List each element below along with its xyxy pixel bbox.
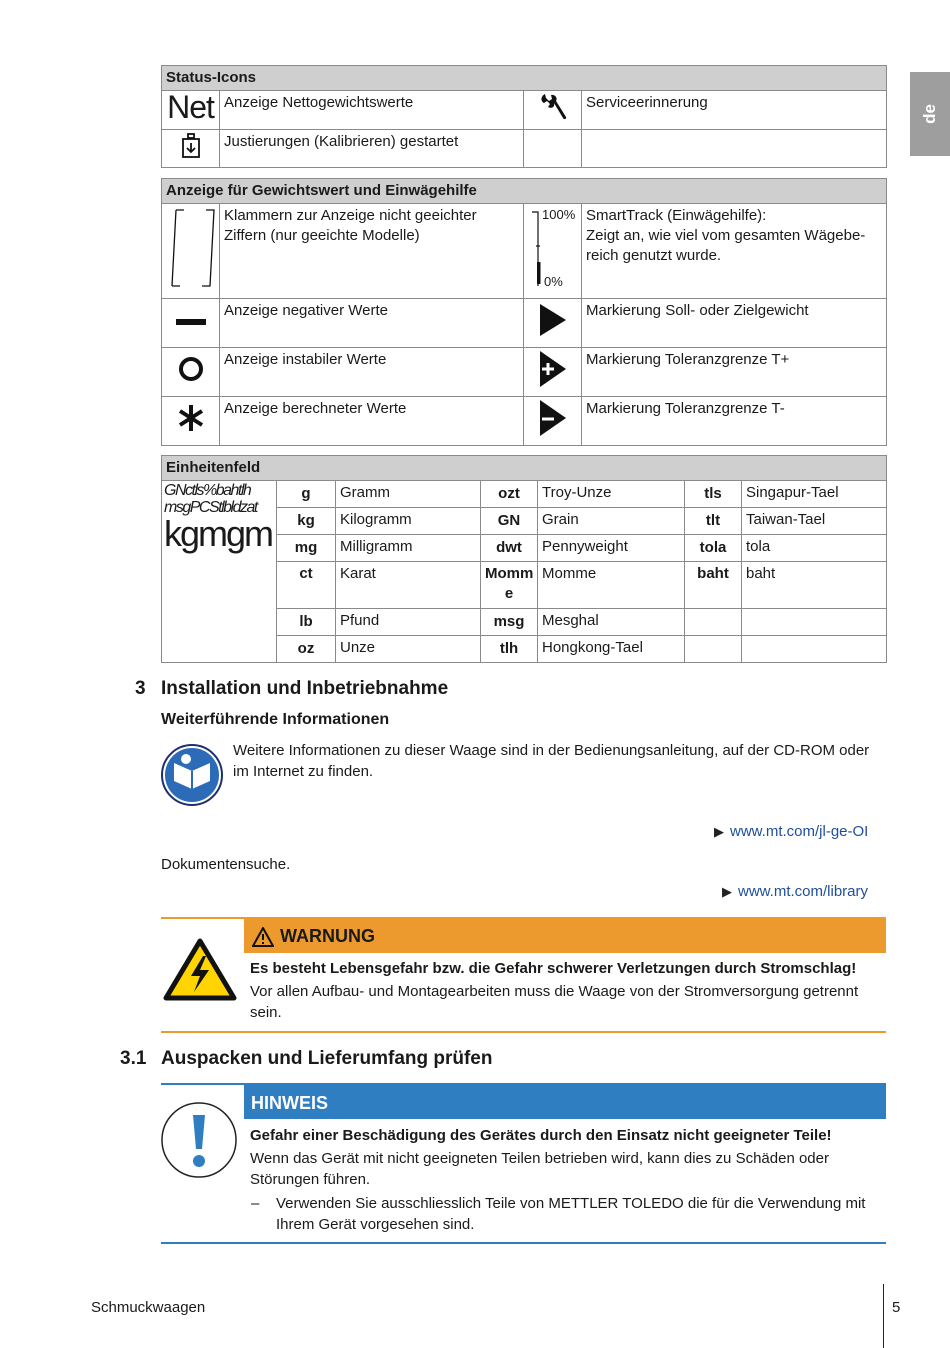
unstable-label: Anzeige instabiler Werte [220, 348, 524, 397]
status-icons-table [161, 65, 887, 168]
unit-abbr: tlh [481, 636, 538, 663]
unit-name: baht [742, 562, 887, 609]
manual-icon [160, 743, 224, 811]
tolerance-minus-label: Markierung Toleranzgrenze T- [582, 397, 887, 446]
further-info-heading: Weiterführende Informationen [161, 711, 390, 728]
unit-name: Taiwan-Tael [742, 508, 887, 535]
warning-bold-text: Es besteht Lebensgefahr bzw. die Gefahr schwerer Verletzungen durch Stromschlag! [250, 960, 857, 977]
units-header: Einheitenfeld [162, 456, 887, 481]
unit-name: Troy-Unze [538, 481, 685, 508]
smarttrack-icon [524, 204, 582, 299]
target-marker-icon [524, 299, 582, 348]
unit-abbr [685, 609, 742, 636]
notice-bullet-dash: – [251, 1195, 260, 1212]
notice-bar [244, 1085, 886, 1119]
weight-display-header: Anzeige für Gewichtswert und Einwägehilfe [162, 179, 887, 204]
electric-shock-icon [163, 938, 237, 1006]
wrench-icon [524, 91, 582, 130]
unit-segment-display: GNctls%bahtlh msgPCStlbldzat kgmgm [162, 481, 277, 663]
smarttrack-bottom-label: 0% [544, 274, 563, 289]
section-3-1-title: Auspacken und Lieferumfang prüfen [161, 1048, 493, 1069]
tolerance-minus-icon [524, 397, 582, 446]
unit-abbr: oz [277, 636, 336, 663]
unit-abbr: lb [277, 609, 336, 636]
smarttrack-label: SmartTrack (Einwägehilfe): Zeigt an, wie viel vom gesamten Wägebe-reich genutzt wurde. [582, 204, 887, 299]
warning-bar [244, 919, 886, 953]
brackets-icon [162, 204, 220, 299]
unit-abbr: mg [277, 535, 336, 562]
unit-name: Pennyweight [538, 535, 685, 562]
unit-abbr: ozt [481, 481, 538, 508]
unit-name [742, 609, 887, 636]
page-number: 5 [892, 1299, 901, 1316]
unit-abbr: GN [481, 508, 538, 535]
unit-abbr: tlt [685, 508, 742, 535]
tolerance-plus-label: Markierung Toleranzgrenze T+ [582, 348, 887, 397]
unit-abbr [685, 636, 742, 663]
library-link[interactable]: ▶ www.mt.com/library [722, 883, 869, 900]
document-search-label: Dokumentensuche. [161, 856, 291, 873]
unit-name: Kilogramm [336, 508, 481, 535]
unit-name: Gramm [336, 481, 481, 508]
calc-label: Anzeige berechneter Werte [220, 397, 524, 446]
notice-label: HINWEIS [251, 1093, 329, 1113]
unit-name: Karat [336, 562, 481, 609]
unstable-icon [162, 348, 220, 397]
calibration-weight-icon [162, 130, 220, 168]
section-3-title: Installation und Inbetriebnahme [161, 678, 449, 699]
unit-abbr: Momm e [481, 562, 538, 609]
target-label: Markierung Soll- oder Zielgewicht [582, 299, 887, 348]
service-label: Serviceerinnerung [582, 91, 887, 130]
unit-abbr: tls [685, 481, 742, 508]
unit-name: Grain [538, 508, 685, 535]
unit-name: Pfund [336, 609, 481, 636]
status-icons-header: Status-Icons [162, 66, 887, 91]
unit-name: Singapur-Tael [742, 481, 887, 508]
notice-bottom-line [161, 1242, 886, 1244]
unit-name: tola [742, 535, 887, 562]
footer-divider [883, 1284, 884, 1348]
warning-label: WARNUNG [280, 926, 375, 946]
section-3-1-number: 3.1 [120, 1048, 147, 1069]
notice-bullet-text: Verwenden Sie ausschliesslich Teile von METTLER TOLEDO die für die Verwendung mit Ihrem Gerät vorgesehen sind. [276, 1195, 866, 1233]
manual-link[interactable]: ▶ www.mt.com/jl-ge-OI [714, 823, 869, 840]
exclamation-icon [160, 1101, 238, 1183]
language-tab-label: de [920, 104, 939, 124]
asterisk-icon [162, 397, 220, 446]
arrow-right-icon: ▶ [722, 884, 732, 899]
further-info-text: Weitere Informationen zu dieser Waage sind in der Bedienungsanleitung, auf der CD-ROM oder im Internet zu finden. [233, 742, 870, 780]
unit-name: Unze [336, 636, 481, 663]
unit-abbr: ct [277, 562, 336, 609]
footer-title: Schmuckwaagen [91, 1299, 206, 1316]
calibration-label: Justierungen (Kalibrieren) gestartet [220, 130, 524, 168]
warning-bottom-line [161, 1031, 886, 1033]
minus-icon [162, 299, 220, 348]
tolerance-plus-icon [524, 348, 582, 397]
notice-bold-text: Gefahr einer Beschädigung des Gerätes durch den Einsatz nicht geeigneter Teile! [250, 1127, 832, 1144]
arrow-right-icon: ▶ [714, 824, 724, 839]
unit-abbr: baht [685, 562, 742, 609]
brackets-label: Klammern zur Anzeige nicht geeichter Ziffern (nur geeichte Modelle) [220, 204, 524, 299]
units-table [161, 455, 887, 663]
unit-name [742, 636, 887, 663]
unit-name: Milligramm [336, 535, 481, 562]
unit-abbr: msg [481, 609, 538, 636]
net-icon: Net [162, 91, 220, 130]
unit-name: Hongkong-Tael [538, 636, 685, 663]
unit-abbr: tola [685, 535, 742, 562]
warning-text: Vor allen Aufbau- und Montagearbeiten muss die Waage von der Stromversorgung getrennt sein. [250, 983, 859, 1021]
net-label: Anzeige Nettogewichtswerte [220, 91, 524, 130]
section-3-number: 3 [135, 678, 146, 699]
unit-abbr: kg [277, 508, 336, 535]
unit-name: Mesghal [538, 609, 685, 636]
language-tab [910, 72, 950, 156]
notice-text: Wenn das Gerät mit nicht geeigneten Teilen betrieben wird, kann dies zu Schäden oder Störungen führen. [250, 1150, 829, 1188]
smarttrack-top-label: 100% [542, 207, 576, 222]
negative-label: Anzeige negativer Werte [220, 299, 524, 348]
warning-triangle-icon [252, 927, 274, 947]
unit-abbr: g [277, 481, 336, 508]
weight-display-table [161, 178, 887, 446]
unit-name: Momme [538, 562, 685, 609]
unit-abbr: dwt [481, 535, 538, 562]
